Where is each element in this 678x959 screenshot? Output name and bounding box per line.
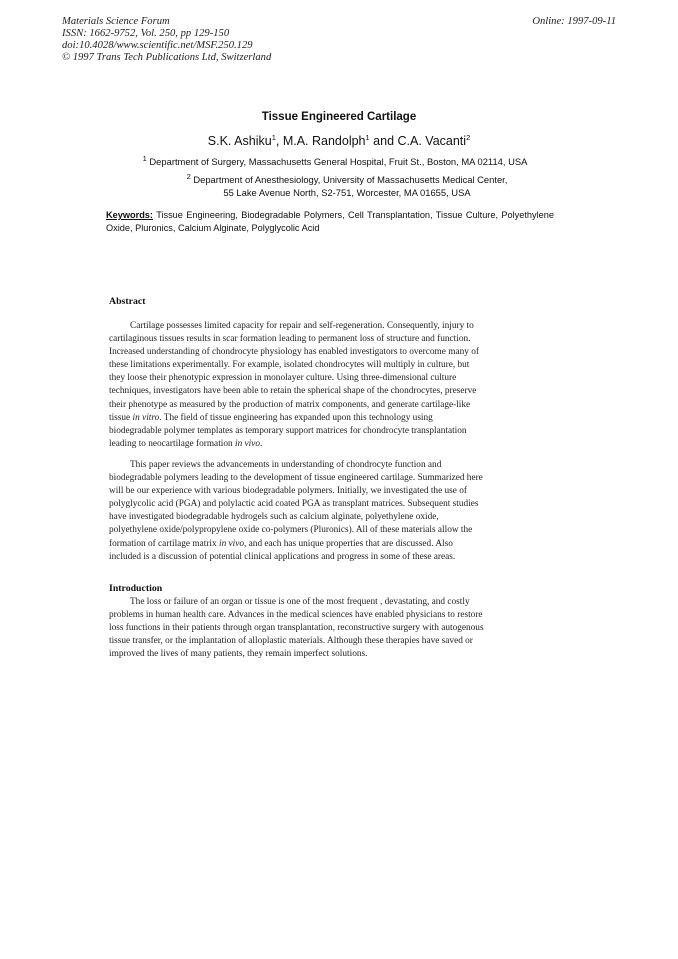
text-line: cartilaginous tissues results in scar formation leading to permanent loss of structure and function.: [109, 334, 471, 345]
introduction-heading: Introduction: [109, 583, 163, 594]
abstract-paragraph-2: [109, 459, 551, 564]
text-line: polyethylene oxide/polypropylene oxide co-polymers (Pluronics). All of these materials allow the: [109, 525, 473, 536]
affiliation-2-line1: Department of Anesthesiology, University of Massachusetts Medical Center,: [193, 174, 508, 185]
text-line: have investigated biodegradable hydrogels such as calcium alginate, polyethylene oxide,: [109, 512, 439, 523]
text-line: problems in human health care. Advances in the medical sciences have enabled physicians to restore: [109, 610, 483, 621]
text-line: Increased understanding of chondrocyte physiology has enabled investigators to overcome many of: [109, 347, 479, 358]
keywords-text: Tissue Engineering, Biodegradable Polymers, Cell Transplantation, Tissue Culture, Polyethylene Oxide, Pluronics, Calcium Alginate, Polyglycolic Acid: [106, 210, 554, 233]
keywords-label: Keywords:: [106, 210, 153, 220]
text-line: The loss or failure of an organ or tissue is one of the most frequent , devastating, and costly: [130, 597, 470, 607]
author-list: [0, 134, 678, 148]
text-line: tissue in vitro. The field of tissue engineering has expanded upon this technology using: [109, 412, 433, 423]
keywords: [106, 209, 554, 234]
text-line: their phenotype as measured by the production of matrix components, and generate cartilage-like: [109, 399, 471, 410]
text-line: This paper reviews the advancements in understanding of chondrocyte function and: [130, 460, 442, 470]
text-line: biodegradable polymer templates as temporary support matrices for chondrocyte transplantation: [109, 425, 467, 436]
issn-line: ISSN: 1662-9752, Vol. 250, pp 129-150: [62, 28, 230, 39]
affiliation-2-line2: 55 Lake Avenue North, S2-751, Worcester, MA 01655, USA: [223, 186, 471, 198]
journal-header: [62, 16, 271, 64]
author-randolph-affil: 1: [365, 132, 370, 142]
author-vacanti: C.A. Vacanti: [397, 134, 467, 148]
affiliation-1: [0, 153, 674, 169]
affiliation-2-number: 2: [186, 171, 191, 181]
text-line: will be our experience with various biodegradable polymers. Initially, we investigated the use of: [109, 486, 467, 497]
online-date: Online: 1997-09-11: [532, 16, 616, 27]
affiliation-1-text: Department of Surgery, Massachusetts General Hospital, Fruit St., Boston, MA 02114, USA: [149, 156, 528, 167]
text-line: they loose their phenotypic expression in monolayer culture. Using three-dimensional culture: [109, 373, 457, 384]
author-vacanti-affil: 2: [466, 132, 471, 142]
text-line: techniques, investigators have been able to retain the spherical shape of the chondrocytes, preserve: [109, 386, 477, 397]
text-line: improved the lives of many patients, they remain imperfect solutions.: [109, 649, 368, 660]
text-line: loss functions in their patients through organ transplantation, reconstructive surgery with autogenous: [109, 623, 484, 634]
author-separator: and: [369, 134, 398, 148]
introduction-paragraph-1: [109, 596, 551, 661]
paper-title: Tissue Engineered Cartilage: [261, 111, 417, 123]
text-line: leading to neocartilage formation in vivo.: [109, 438, 263, 449]
text-line: biodegradable polymers leading to the development of tissue engineered cartilage. Summarized here: [109, 473, 483, 484]
abstract-paragraph-1: [109, 320, 551, 451]
text-line: included is a discussion of potential clinical applications and progress in some of these areas.: [109, 551, 456, 562]
author-randolph: M.A. Randolph: [282, 134, 366, 148]
doi-line: doi:10.4028/www.scientific.net/MSF.250.129: [62, 40, 253, 51]
affiliation-1-number: 1: [142, 153, 147, 163]
text-line: polyglycolic acid (PGA) and polylactic acid coated PGA as transplant matrices. Subsequent studies: [109, 499, 479, 510]
text-line: these limitations experimentally. For example, isolated chondrocytes will multiply in culture, but: [109, 360, 470, 371]
affiliation-2: [8, 171, 678, 199]
abstract-heading: Abstract: [109, 296, 146, 307]
author-ashiku: S.K. Ashiku: [207, 134, 272, 148]
author-ashiku-affil: 1: [271, 132, 276, 142]
copyright-line: © 1997 Trans Tech Publications Ltd, Switzerland: [62, 52, 272, 63]
journal-name: Materials Science Forum: [62, 16, 170, 27]
author-separator: ,: [275, 134, 283, 148]
text-line: Cartilage possesses limited capacity for repair and self-regeneration. Consequently, injury to: [130, 321, 474, 331]
text-line: formation of cartilage matrix in vivo, and each has unique properties that are discussed. Also: [109, 538, 453, 549]
text-line: tissue transfer, or the implantation of alloplastic materials. Although these therapies have saved or: [109, 636, 473, 647]
